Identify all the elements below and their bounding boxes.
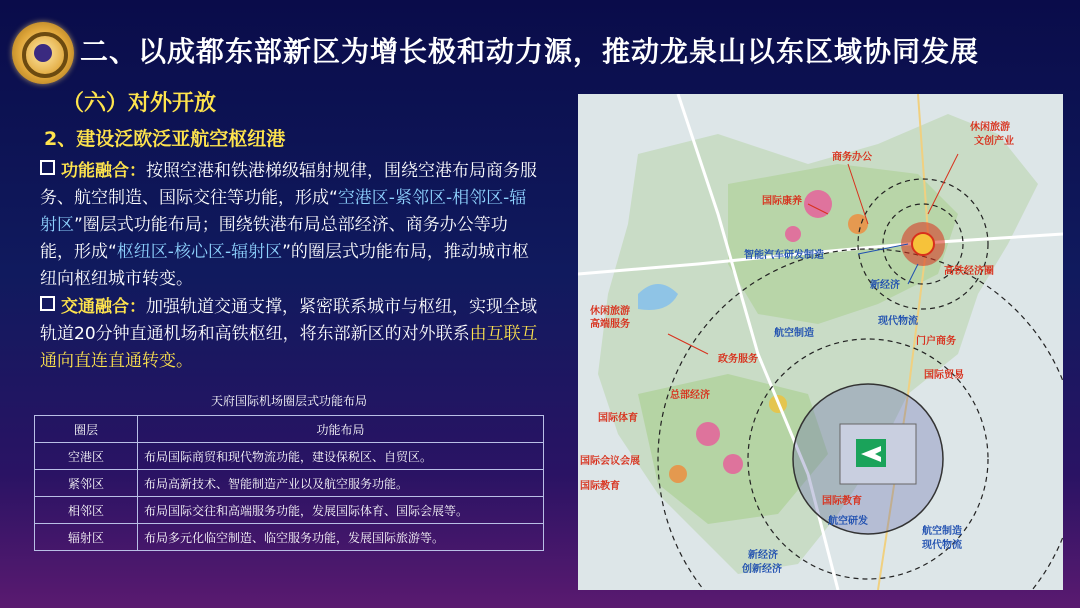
table-cell: 布局多元化临空制造、临空服务功能，发展国际旅游等。 — [138, 524, 544, 551]
para-text: ”圈层式功能布局；围绕铁港布局总部经济、商务办公等功能，形成“ — [40, 215, 508, 262]
map-label: 新经济 — [870, 280, 900, 291]
table-row — [35, 443, 544, 470]
map-svg — [578, 94, 1063, 590]
para-heading: 交通融合： — [61, 297, 146, 317]
map-label: 创新经济 — [742, 564, 782, 575]
subtitle: （六）对外开放 — [62, 91, 217, 116]
regional-function-map — [578, 94, 1063, 590]
page-title: 二、以成都东部新区为增长极和动力源，推动龙泉山以东区域协同发展 — [80, 35, 980, 68]
map-label: 国际贸易 — [924, 370, 964, 381]
paragraph-function-integration — [40, 158, 540, 293]
checkbox-square-icon — [40, 296, 55, 311]
table-cell: 布局国际商贸和现代物流功能，建设保税区、自贸区。 — [138, 443, 544, 470]
title-bar — [0, 0, 1080, 100]
table-row — [35, 470, 544, 497]
map-label: 政务服务 — [718, 354, 758, 365]
table-header: 功能布局 — [138, 416, 544, 443]
para-highlight: 由互联互通向直连直通转变。 — [40, 324, 538, 371]
table-cell: 布局国际交往和高端服务功能，发展国际体育、国际会展等。 — [138, 497, 544, 524]
table-row — [35, 524, 544, 551]
logo-icon — [12, 22, 74, 84]
map-label: 门户商务 — [916, 336, 956, 347]
map-label: 航空制造 — [922, 526, 962, 537]
table-cell: 辐射区 — [35, 524, 138, 551]
map-label: 国际体育 — [598, 413, 638, 424]
para-highlight: 空港区-紧邻区-相邻区-辐射区 — [40, 188, 527, 235]
para-text: ”的圈层式功能布局，推动城市枢纽向枢纽城市转变。 — [40, 242, 529, 289]
map-label: 总部经济 — [670, 390, 710, 401]
table-title: 天府国际机场圈层式功能布局 — [210, 394, 367, 408]
map-label: 智能汽车研发制造 — [744, 250, 824, 261]
map-label: 高铁经济圈 — [944, 266, 994, 277]
para-highlight: 枢纽区-核心区-辐射区 — [116, 242, 283, 262]
paragraph-transport-integration — [40, 294, 540, 375]
checkbox-square-icon — [40, 160, 55, 175]
map-label: 国际会议会展 — [580, 456, 640, 467]
map-label: 国际康养 — [762, 196, 802, 207]
map-label: 国际教育 — [822, 496, 862, 507]
railway-station-icon — [912, 233, 934, 255]
map-label: 休闲旅游 — [590, 306, 630, 317]
map-label: 新经济 — [748, 550, 778, 561]
table-header: 圈层 — [35, 416, 138, 443]
para-heading: 功能融合： — [61, 161, 146, 181]
section-title: 2、建设泛欧泛亚航空枢纽港 — [44, 128, 286, 150]
map-label: 航空研发 — [828, 516, 868, 527]
map-label: 高端服务 — [590, 319, 630, 330]
map-label: 商务办公 — [832, 152, 872, 163]
table-cell: 紧邻区 — [35, 470, 138, 497]
map-label: 航空制造 — [774, 328, 814, 339]
map-label: 国际教育 — [580, 481, 620, 492]
table-cell: 布局高新技术、智能制造产业以及航空服务功能。 — [138, 470, 544, 497]
para-text: 加强轨道交通支撑，紧密联系城市与枢纽，实现全域轨道20分钟直通机场和高铁枢纽，将东部新区的对外联系 — [40, 297, 537, 344]
table-header-row — [35, 416, 544, 443]
table-row — [35, 497, 544, 524]
map-label: 现代物流 — [878, 316, 918, 327]
table-cell: 空港区 — [35, 443, 138, 470]
table-cell: 相邻区 — [35, 497, 138, 524]
map-label: 现代物流 — [922, 540, 962, 551]
map-label: 文创产业 — [974, 136, 1014, 147]
function-layout-table — [34, 415, 544, 551]
para-text: 按照空港和铁港梯级辐射规律，围绕空港布局商务服务、航空制造、国际交往等功能，形成“ — [40, 161, 537, 208]
map-label: 休闲旅游 — [970, 122, 1010, 133]
